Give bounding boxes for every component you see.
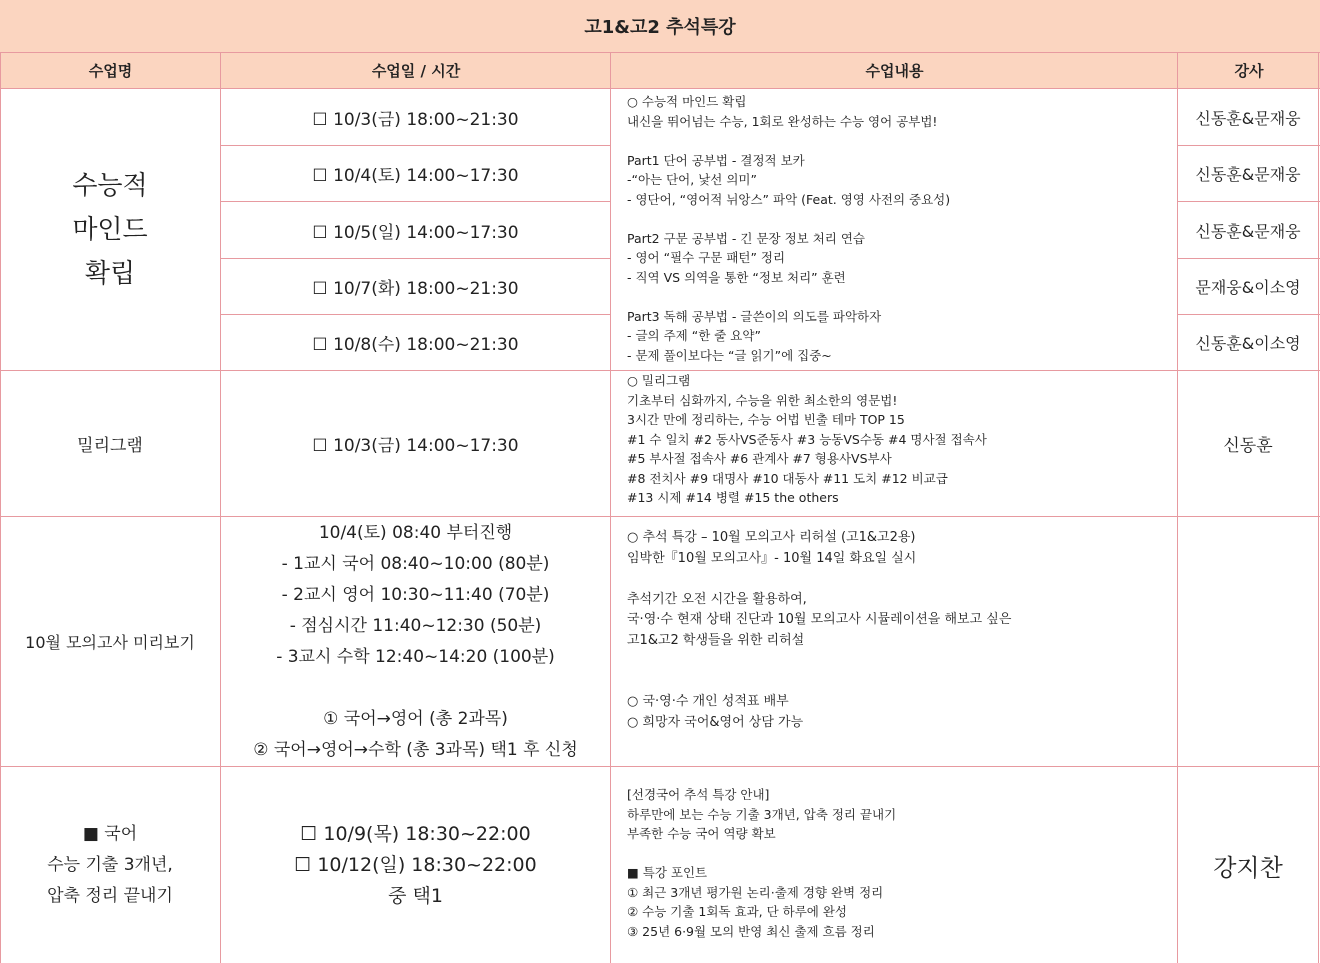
content-line: ○ 희망자 국어&영어 상담 가능: [627, 714, 804, 730]
content-line: - 글의 주제 “한 줄 요약”: [627, 328, 761, 343]
grid-line: [1318, 53, 1319, 963]
content-line: 고1&고2 학생들을 위한 리허설: [627, 632, 805, 648]
content-spacer: [627, 287, 1177, 307]
sheet-title: 고1&고2 추석특강: [0, 0, 1320, 53]
content-line: ○ 추석 특강 – 10월 모의고사 리허설 (고1&고2용): [627, 530, 916, 545]
content-line: #13 시제 #14 병렬 #15 the others: [627, 490, 839, 505]
session-date-checkbox[interactable]: ☐ 10/3(금) 14:00~17:30: [312, 436, 519, 456]
teacher-name: 신동훈&문재웅: [1195, 108, 1301, 128]
content-line: ■ 특강 포인트: [627, 865, 708, 880]
session-date-checkbox[interactable]: ☐ 10/7(화) 18:00~21:30: [312, 279, 519, 299]
course-name-line: 수능적: [72, 170, 148, 201]
content-spacer: [627, 651, 1177, 672]
content-spacer: [627, 131, 1177, 151]
header-content: 수업내용: [611, 53, 1178, 89]
content-line: [선경국어 추석 특강 안내]: [627, 787, 770, 802]
content-line: - 영단어, “영어적 뉘앙스” 파악 (Feat. 영영 사전의 중요성): [627, 191, 951, 207]
session-date-checkbox[interactable]: ☐ 10/3(금) 18:00~21:30: [312, 109, 519, 130]
teacher-name: 문재웅&이소영: [1195, 278, 1301, 297]
content-line: 내신을 뛰어넘는 수능, 1회로 완성하는 수능 영어 공부법!: [627, 113, 938, 129]
content-spacer: [627, 569, 1177, 590]
content-line: - 문제 풀이보다는 “글 읽기”에 집중~: [627, 347, 832, 363]
content-spacer: [627, 672, 1177, 693]
content-line: ○ 수능적 마인드 확립: [627, 94, 747, 109]
course-name-milligram: 밀리그램: [77, 436, 143, 456]
content-line: ○ 밀리그램: [627, 373, 691, 388]
content-line: #8 전치사 #9 대명사 #10 대동사 #11 도치 #12 비교급: [627, 470, 948, 486]
course-name-mindset: [0, 89, 220, 370]
teacher-name: 신동훈&이소영: [1195, 334, 1301, 353]
teacher-name: [1178, 517, 1318, 766]
content-line: 추석기간 오전 시간을 활용하여,: [627, 591, 807, 607]
course-name-mock-exam: 10월 모의고사 미리보기: [25, 633, 195, 652]
content-line: Part2 구문 공부법 - 긴 문장 정보 처리 연습: [627, 230, 865, 246]
content-line: 3시간 만에 정리하는, 수능 어법 빈출 테마 TOP 15: [627, 412, 905, 427]
content-line: ② 수능 기출 1회독 효과, 단 하루에 완성: [627, 904, 847, 919]
content-line: -“아는 단어, 낯선 의미”: [627, 172, 757, 187]
content-line: - 직역 VS 의역을 통한 “정보 처리” 훈련: [627, 269, 846, 285]
option-line[interactable]: ① 국어→영어 (총 2과목): [323, 708, 508, 729]
content-line: ① 최근 3개년 평가원 논리·출제 경향 완벽 정리: [627, 884, 884, 900]
session-date-checkbox[interactable]: ☐ 10/8(수) 18:00~21:30: [312, 335, 519, 355]
schedule-line: 10/4(토) 08:40 부터진행: [318, 522, 513, 543]
course-name-line: ■ 국어: [82, 823, 138, 844]
course-name-line: 마인드: [72, 214, 148, 245]
course-name-line: 수능 기출 3개년,: [47, 854, 173, 875]
course-content-mock-exam: [611, 517, 1177, 766]
course-name-korean: [0, 767, 220, 963]
content-line: #5 부사절 접속사 #6 관계사 #7 형용사VS부사: [627, 451, 892, 466]
option-line[interactable]: ② 국어→영어→수학 (총 3과목) 택1 후 신청: [253, 739, 578, 760]
content-line: 부족한 수능 국어 역량 확보: [627, 826, 776, 841]
content-line: 국·영·수 현재 상태 진단과 10월 모의고사 시뮬레이션을 해보고 싶은: [627, 612, 1012, 627]
teacher-name: 신동훈&문재웅: [1195, 221, 1301, 241]
header-teacher: 강사: [1178, 53, 1320, 89]
header-name: 수업명: [0, 53, 221, 89]
content-line: #1 수 일치 #2 동사VS준동사 #3 능동VS수동 #4 명사절 접속사: [627, 431, 987, 447]
content-line: Part1 단어 공부법 - 결정적 보카: [627, 152, 805, 168]
content-line: Part3 독해 공부법 - 글쓴이의 의도를 파악하자: [627, 308, 882, 324]
header-datetime: 수업일 / 시간: [221, 53, 611, 89]
korean-session-dates: [221, 767, 610, 963]
content-spacer: [627, 209, 1177, 229]
schedule-line: - 1교시 국어 08:40~10:00 (80분): [281, 553, 550, 574]
content-line: ○ 국·영·수 개인 성적표 배부: [627, 694, 789, 709]
content-line: 기초부터 심화까지, 수능을 위한 최소한의 영문법!: [627, 392, 898, 408]
schedule-line: - 3교시 수학 12:40~14:20 (100분): [276, 646, 555, 667]
teacher-name: 신동훈: [1223, 436, 1273, 456]
schedule-line: - 점심시간 11:40~12:30 (50분): [289, 615, 542, 636]
content-line: - 영어 “필수 구문 패턴” 정리: [627, 250, 786, 265]
mock-exam-schedule: [221, 517, 610, 766]
teacher-name: 신동훈&문재웅: [1195, 165, 1301, 184]
schedule-line: - 2교시 영어 10:30~11:40 (70분): [281, 584, 550, 605]
choose-one-note: 중 택1: [388, 884, 443, 907]
content-line: 하루만에 보는 수능 기출 3개년, 압축 정리 끝내기: [627, 806, 897, 822]
course-content-korean: [611, 767, 1177, 963]
course-name-line: 확립: [84, 258, 136, 289]
course-name-line: 압축 정리 끝내기: [47, 885, 173, 906]
course-content-mindset: [611, 89, 1177, 370]
content-line: 임박한『10월 모의고사』- 10월 14일 화요일 실시: [627, 550, 917, 566]
session-date-checkbox[interactable]: ☐ 10/12(일) 18:30~22:00: [294, 853, 537, 876]
content-line: ③ 25년 6·9월 모의 반영 최신 출제 흐름 정리: [627, 923, 875, 939]
session-date-checkbox[interactable]: ☐ 10/9(목) 18:30~22:00: [300, 822, 531, 845]
course-content-milligram: [611, 371, 1177, 516]
teacher-name: 강지찬: [1213, 853, 1283, 882]
session-date-checkbox[interactable]: ☐ 10/4(토) 14:00~17:30: [312, 166, 519, 186]
session-date-checkbox[interactable]: ☐ 10/5(일) 14:00~17:30: [312, 222, 519, 243]
content-spacer: [627, 844, 1177, 864]
